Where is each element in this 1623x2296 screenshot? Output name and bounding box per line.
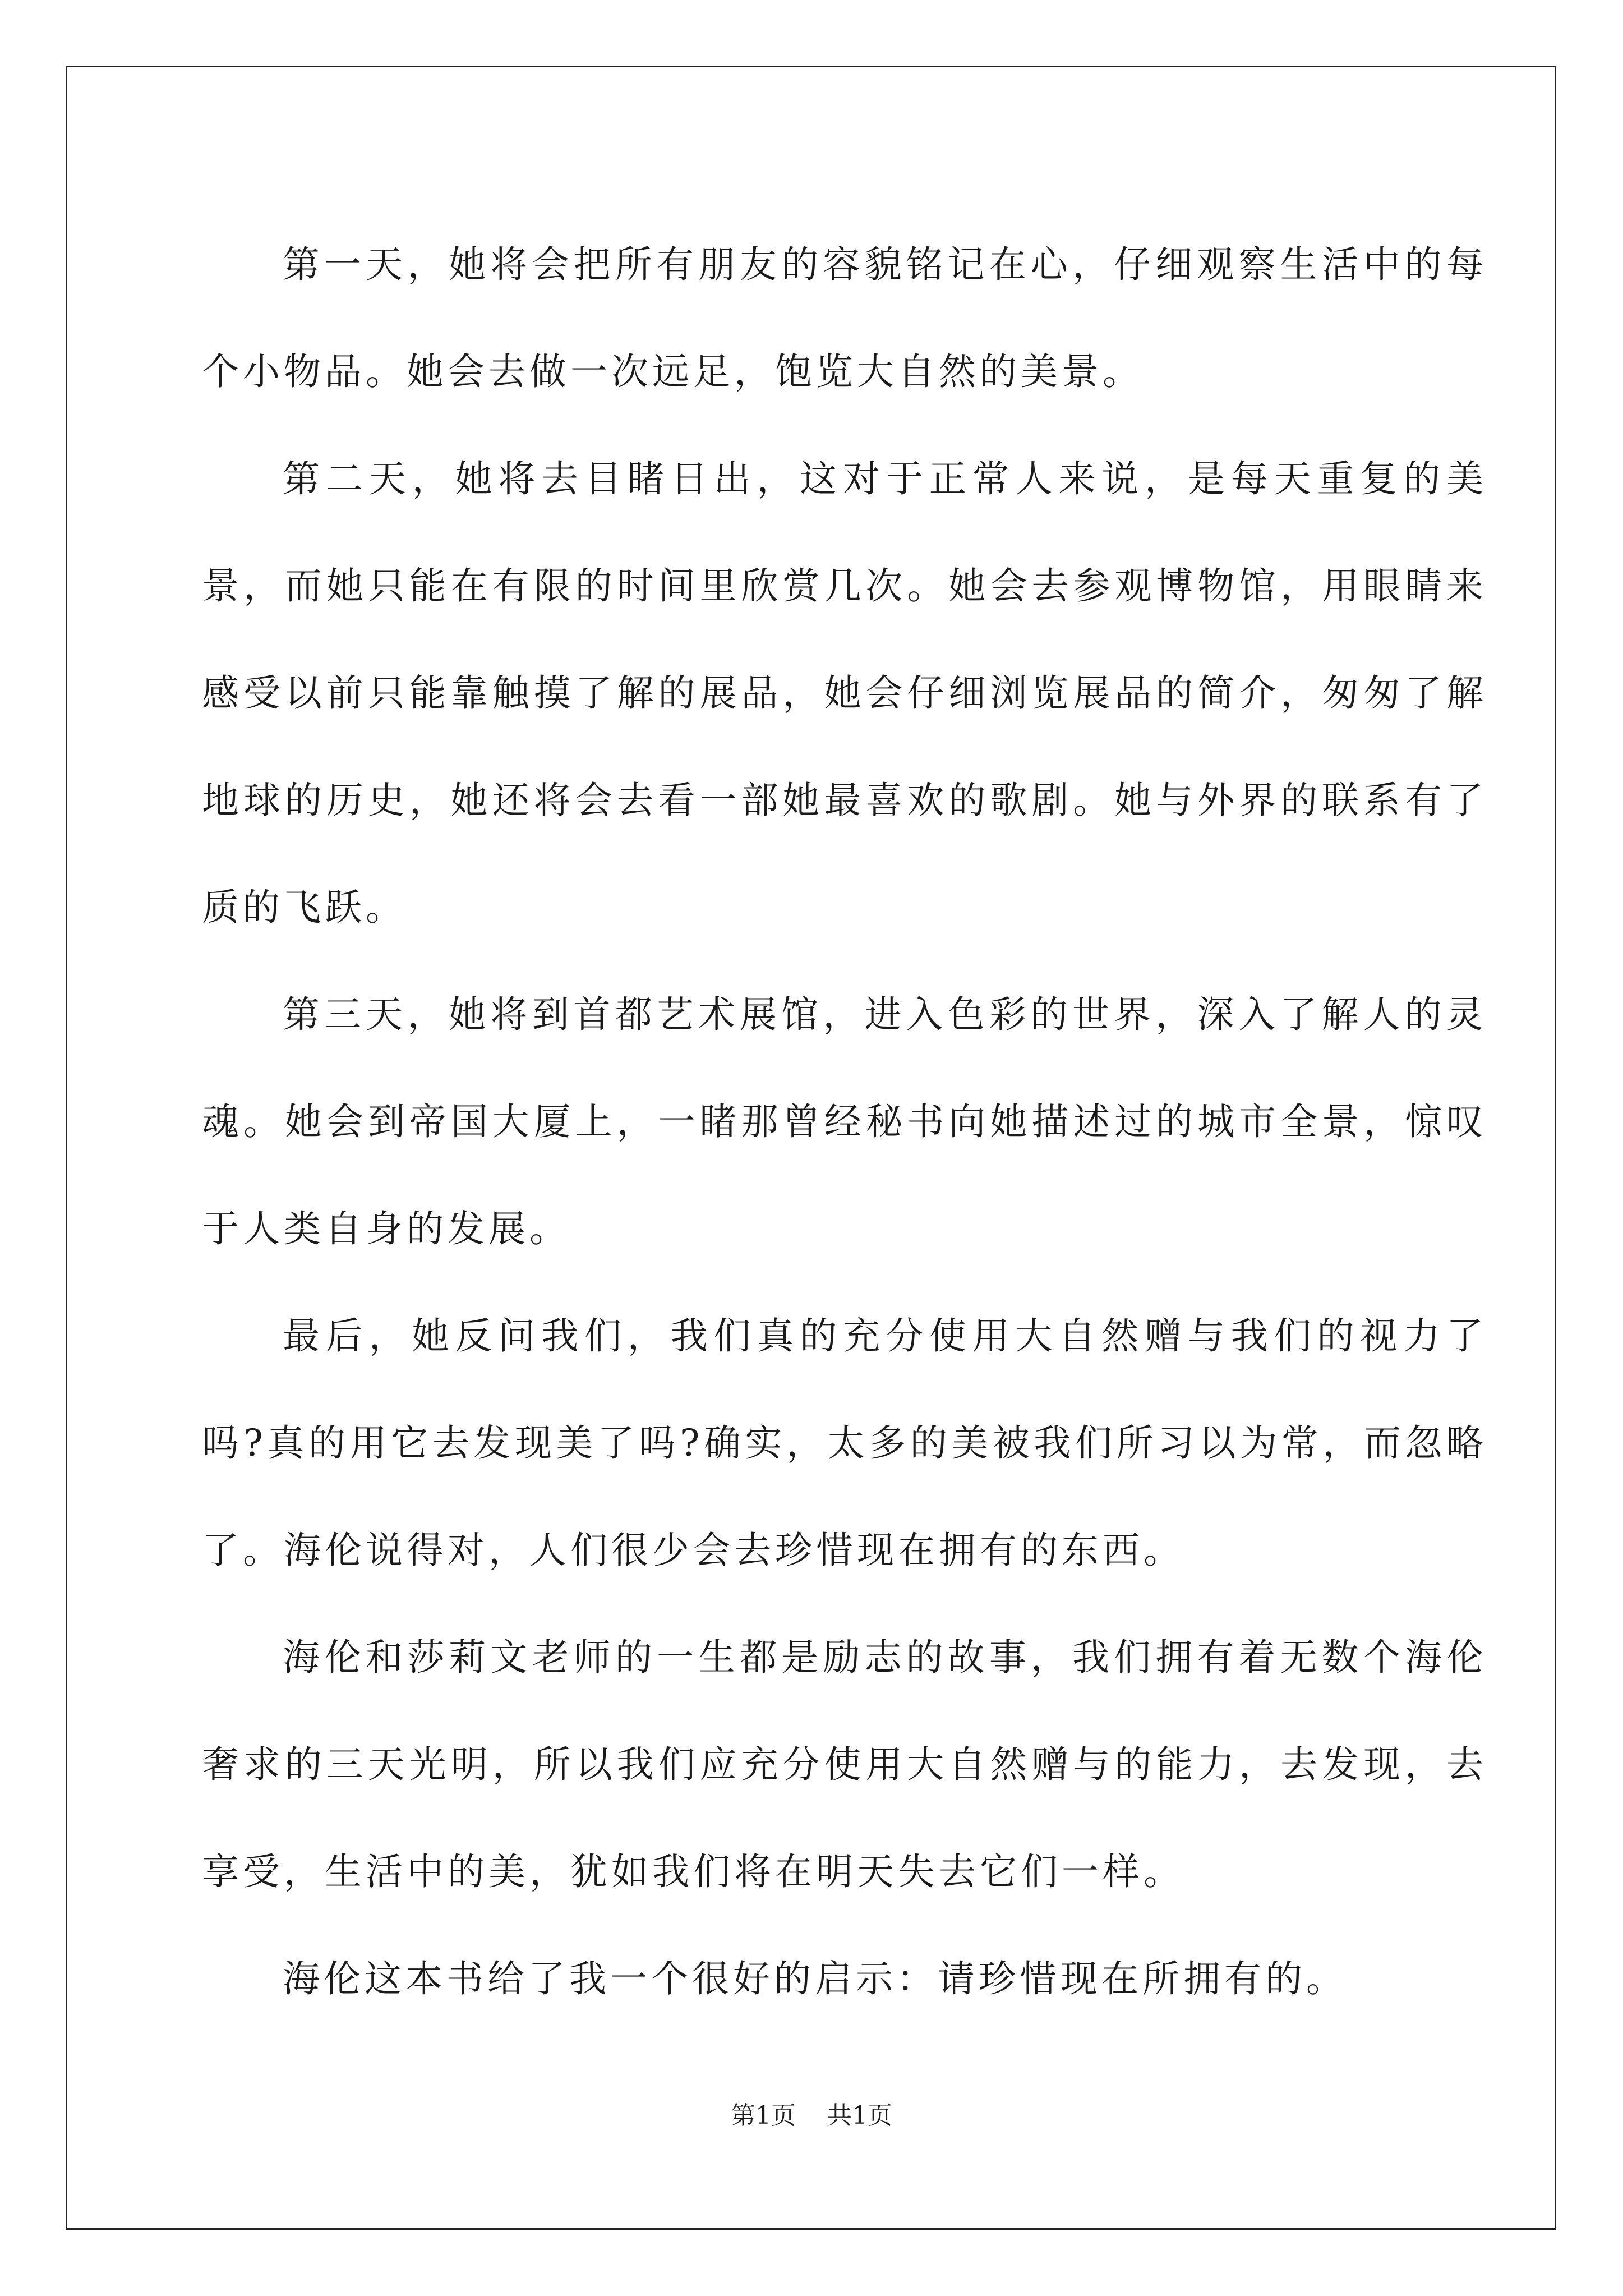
paragraph-conclusion: 海伦这本书给了我一个很好的启示：请珍惜现在所拥有的。 — [283, 1957, 1347, 2000]
paragraph-final-question: 最后，她反问我们，我们真的充分使用大自然赠与我们的视力了吗?真的用它去发现美了吗?确实，太多的美被我们所习以为常，而忽略了。海伦说得对，人们很少会去珍惜现在拥有的东西。 — [202, 1314, 1487, 1572]
paragraph-day-three: 第三天，她将到首都艺术展馆，进入色彩的世界，深入了解人的灵魂。她会到帝国大厦上，一睹那曾经秘书向她描述过的城市全景，惊叹于人类自身的发展。 — [202, 993, 1487, 1250]
page-footer — [0, 2099, 1623, 2133]
document-body — [202, 211, 1487, 2032]
page-total: 共1页 — [827, 2101, 892, 2130]
paragraph-day-one: 第一天，她将会把所有朋友的容貌铭记在心，仔细观察生活中的每个小物品。她会去做一次远足，饱览大自然的美景。 — [202, 243, 1487, 393]
paragraph-inspiration: 海伦和莎莉文老师的一生都是励志的故事，我们拥有着无数个海伦奢求的三天光明，所以我们应充分使用大自然赠与的能力，去发现，去享受，生活中的美，犹如我们将在明天失去它们一样。 — [202, 1636, 1487, 1893]
page-number: 第1页 — [731, 2101, 796, 2130]
paragraph-day-two: 第二天，她将去目睹日出，这对于正常人来说，是每天重复的美景，而她只能在有限的时间里欣赏几次。她会去参观博物馆，用眼睛来感受以前只能靠触摸了解的展品，她会仔细浏览展品的简介，匆匆了解地球的历史，她还将会去看一部她最喜欢的歌剧。她与外界的联系有了质的飞跃。 — [202, 457, 1487, 929]
